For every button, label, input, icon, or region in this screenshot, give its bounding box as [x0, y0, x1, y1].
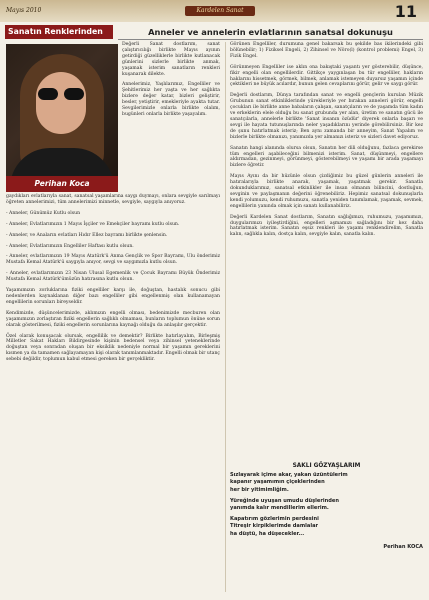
paragraph: - Anneler, ve Anaların evlatları Hıdır Ellez bayramı birlikte şenlensin.: [6, 232, 168, 238]
paragraph: Yaşamımızın zorluklarına fiziki engelliler karşı ile, doğuştan, hastalık sonucu gibi nedenlerden kaynaklanan diğer bazı engelliler gibi engellenmiş olan kullanamayan engellilerin sorunları bireyseldir.: [6, 288, 220, 305]
poem-line: yanımda kalır mendillerim ellerim.: [230, 505, 329, 512]
issue-date: Mayıs 2010: [6, 7, 42, 14]
paragraph: - Anneler, evlatlarımızın 23 Nisan Ulusal Egemenlik ve Çocuk Bayramı Büyük Önderimiz Mustafa Kemal Atatürk'ümüzün hatırasına kutlu olsun.: [6, 271, 220, 283]
section-title: Sanatın Renklerinden: [5, 25, 113, 39]
paragraph: - Anneler, Evlatlarımızın 1 Mayıs İşçiler ve Emekçiler bayramı kutlu olsun.: [6, 221, 180, 227]
poem-author: Perihan KOCA: [383, 543, 423, 550]
poem-stanza: [230, 472, 423, 494]
article-title: Anneler ve annelerin evlatlarının sanatsal dokunuşu: [118, 25, 423, 40]
paragraph: Sanatın hangi alanında olursa olsun, Sanatın her dili olduğunu, fazlaca gerekirse tüm engelleri aşabileceğini bilmenizi isterim. Sanat, düşünmeyi, engellere aldırmadan, gezinmeyi, görünmeyi, gösterebilmeyi ve yaşamı bir arada yaşamayı bizlere öğretir.: [230, 145, 423, 169]
paragraph: Değerli dostlarım, Dünya tarafından sanat ve engelli gençlerin kurulan Müzik Grubunun sanat etkinliklerinde yürekleriyle yer bırakan anneleri görür, engelli çocukları ile birlikte anne babaların çalışan, sanatçıların ve de yaşamda tüm kadın ve erkeklerin elele olduğu bu sanat grubunda yer alan, üretim ve sanatın gücü ile sanatçılarla, annelerle birlikte 'Sanat insanın özüdür' diyerek onlarla başarı ve sevgi ile hayata tutunuşlarında neler yaşadıklarını yerinde görebilirsiniz. Bir kez de şunu hatırlatmak isteriz; Ben aynı zamanda bir anneyim, Sanat Yapalım ve bizlerle birlikte olmanızı, yanımızda yer almanızı isteriz ve sizleri davet ediyoruz.: [230, 93, 423, 140]
poem-line: Titreşir kirpiklerimde damlalar: [230, 523, 319, 530]
paragraph: - Anneler, evlatlarımızın 19 Mayıs Atatürk'ü Anma Gençlik ve Spor Bayramı, Ulu önderimiz Mustafa Kemal Atatürk'ü saygıyla anıyor, sevgi ve saygımızla kutlu olsun.: [6, 254, 220, 266]
paragraph: Görünen Engelliler, durumuna genel bakarsak bu şekilde bas ikilerindeki gibi bölünebilir; 1) Fiziksel Engeli, 2) Zihinsel ve Nöro(l) (kontrol problemi) Engel, 3) Fizik Engel.: [230, 42, 423, 59]
paragraph: gaydıkları evlatlarıyla sanat, sanatsal yaşamlarına saygı duymayı, onlara sevgiyle sarılmayı öğreten annelerimizi, tüm annelerimizi minnetle, sevgiyle, saygıyla anıyoruz.: [6, 194, 220, 205]
poem-line: kapanır yaşamımın çiçeklerinden: [230, 479, 325, 486]
poem-line: Yüreğinde uyuşan umudu düşlerinden: [230, 497, 339, 504]
magazine-logo: Kardelen Sanat: [185, 6, 255, 16]
paragraph: Kendimizde, düşüncelerimizde, aklımızın engelli olması, bedenimizde mecburen olan yaşamımızın zorlaştıran fiziki engellerin sağlıklı olmaması, bunların toplumun önüne sorun olarak gösterilmesi, fiziki engellerin sorunlarına kaynağı olduğu da anlaşılır gerçektir.: [6, 310, 220, 328]
column1-text: [6, 194, 220, 368]
poem-title: SAKLI GÖZYAŞLARIM: [292, 463, 361, 469]
paragraph: Mayıs Ayını da bir hüzünle olsun çizdiğimiz bu güzel günlerin anneleri ile hatıralarıyla birlikte anarak, yaşamak, yaşatmak gerekir. Sanatla dokunduklarımız, sanatsal etkinlikler ile insan olmanın bilincini, dostluğun, sevginin ve paylaşmanın değerini öğrenebiliriz. Hepimiz sanatsal dokunuşlarla kendi yolumuzu, kendi ruhumuzu, sanatla yeniden tanımlamak, yaşamak, sevmek, engellilerin yanında olmak için sanatı kullanabiliriz.: [230, 174, 423, 209]
paragraph: Özel olarak konuşacak olursak, engellilik ve demektir? Birlikte hatırlayalım, Birleşmiş Milletler Sakat Hakları Bildirgesinde kişinin bedensel veya zihinsel yeteneklerinde doğuştan veya sonradan oluşan bir eksiklik nedeniyle normal bir yaşamın gereklerini kısmen ya da tamamen sağlayamayan kişi olarak tanımlanmaktadır. Engelli olmak bir utanç sebebi değildir, toplumun kabul etmesi gereken bir gerçekliktir.: [6, 333, 220, 363]
poem-line: Sızlayarak içime akar, yakan üzüntülerim: [230, 472, 348, 479]
poem-line: her bir yitimimliğim.: [230, 486, 289, 493]
poem-line: Kapatırım gözlerimin perdesini: [230, 516, 319, 523]
column-divider: [225, 42, 226, 592]
paragraph: Görünmeyen Engelliler ise aklın ona bakıştaki yaşantı yer gösterebilir, düşünce, fikir engelli olan engellilerdir. Gittikçe yaygınlaşan bu tür engelliler, hakların haklarını hissetmek, görmek, bilmek, anlamak istemeyen duyarsız yaşamın içinde çektikleri ne büyük acılardır, bunun gelen cevaplarını görür, gelir ve saygı görür.: [230, 64, 423, 88]
column2-text: [230, 42, 423, 243]
paragraph: Değerli Kardelen Sanat dostlarım, Sanatın sağlığımızı, ruhumuzu, yaşamımızı, duygularımızı iyileştirdiğini, engelleri aşmamızı sağladığını bir kez daha hatırlatmak isterim. Sanatın eşsiz renkleri ile yaşamı renklendirelim, Sanatla kalın, sağlıkla kalın, dostça kalın, sevgiyle kalın, sanatla kalın.: [230, 214, 423, 238]
paragraph: - Anneler, Günümüz Kutlu olsun: [6, 210, 81, 216]
poem-stanza: [230, 498, 423, 512]
photo-face: [36, 72, 86, 134]
paragraph: Değerli Sanat dostlarım, sanat çalıştırıcılığı birlikte Mayıs ayının getirdiği güzelliklerle birlikte kutlanacak günlerini sizlerle birlikte anmak, yaşamak isterim sanatların renkleri kuşanarak dilekte.: [122, 42, 220, 77]
sunglasses-icon: [38, 88, 84, 100]
author-photo: [6, 44, 118, 192]
paragraph: - Anneler, Evlatlarımızın Engelliler Haftası kutlu olsun.: [6, 243, 134, 249]
paragraph: Annelerimiz, Yaşlılarımız, Engelliler ve Şehitlerimiz her yaşta ve her sağlıkta bizlere değer katar, bizleri geliştirir, besler, yetiştirir, emekleriyle ayakta tutar. Sevgilerimizle onlarla birlikte olalım, bugünleri onlarla birlikte yaşayalım.: [122, 82, 220, 117]
page-header: [0, 0, 429, 22]
poem: [230, 463, 423, 551]
page-number: 11: [394, 2, 417, 21]
poem-stanza: [230, 516, 423, 538]
poem-line: ha düştü, ha düşecekler...: [230, 530, 305, 537]
photo-caption: Perihan Koca: [6, 176, 118, 192]
column1-top-text: [122, 42, 220, 123]
